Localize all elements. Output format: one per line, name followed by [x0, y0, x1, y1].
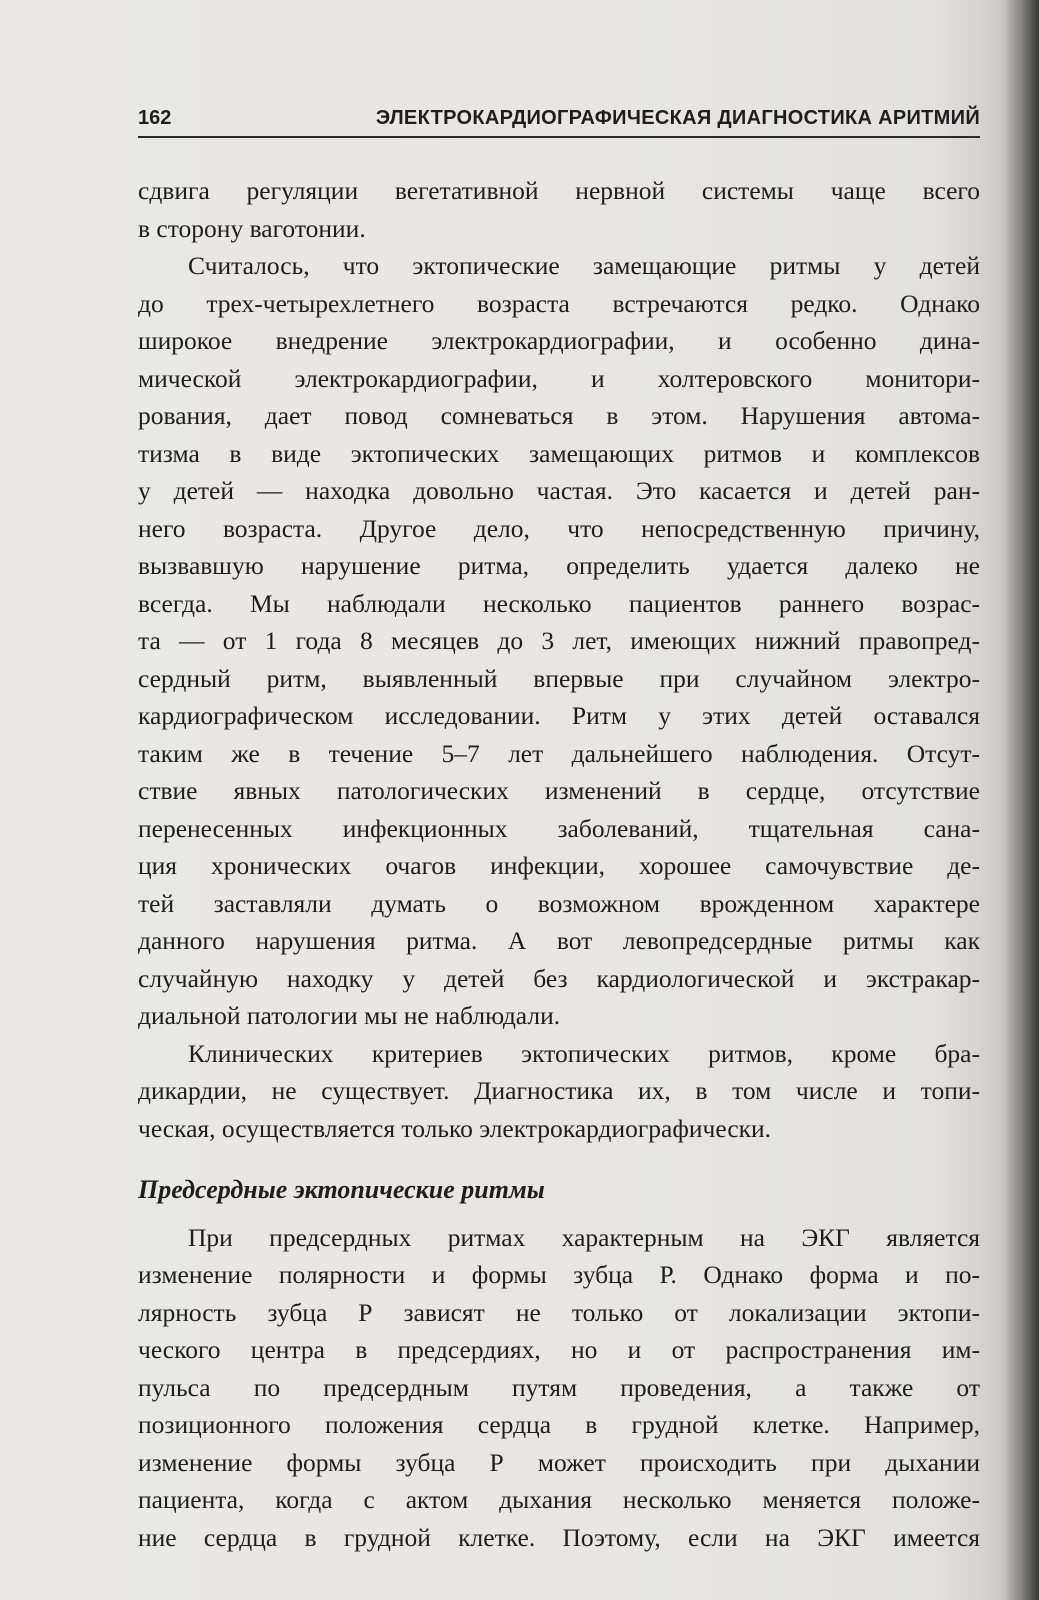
- text-line: диальной патологии мы не наблюдали.: [138, 1001, 561, 1030]
- text-line: лярность зубца Р зависят не только от локализации эктопи-: [138, 1297, 980, 1327]
- text-line: ческого центра в предсердиях, но и от распространения им-: [138, 1335, 980, 1364]
- text-line: позиционного положения сердца в грудной клетке. Например,: [138, 1410, 980, 1439]
- text-line: изменение формы зубца Р может происходить при дыхании: [138, 1447, 980, 1477]
- page-number: 162: [138, 107, 172, 129]
- paragraph: [138, 247, 980, 1035]
- text-line: данного нарушения ритма. А вот левопредсердные ритмы как: [138, 926, 980, 955]
- text-line: широкое внедрение электрокардиографии, и особенно дина-: [138, 326, 980, 355]
- text-line: сердный ритм, выявленный впервые при случайном электро-: [138, 663, 980, 693]
- binding-shadow: [1005, 0, 1039, 1600]
- text-line: изменение полярности и формы зубца Р. Однако форма и по-: [138, 1260, 980, 1289]
- paragraph: [138, 1035, 980, 1148]
- text-line: рования, дает повод сомневаться в этом. Нарушения автома-: [138, 401, 980, 430]
- running-head: [138, 100, 980, 138]
- text-line: та — от 1 года 8 месяцев до 3 лет, имеющих нижний правопред-: [138, 626, 980, 655]
- paragraph-continuation: [138, 172, 980, 247]
- text-line: тей заставляли думать о возможном врожденном характере: [138, 888, 980, 918]
- paragraph: [138, 1219, 980, 1557]
- text-line: Клинических критериев эктопических ритмов, кроме бра-: [188, 1038, 980, 1068]
- text-line: до трех-четырехлетнего возраста встречаются редко. Однако: [138, 288, 980, 318]
- text-line: ческая, осуществляется только электрокардиографически.: [138, 1113, 772, 1143]
- text-line: перенесенных инфекционных заболеваний, тщательная сана-: [138, 813, 980, 843]
- text-line: При предсердных ритмах характерным на ЭКГ является: [188, 1222, 980, 1252]
- text-line: дикардии, не существует. Диагностика их, в том числе и топи-: [138, 1076, 980, 1105]
- running-title: ЭЛЕКТРОКАРДИОГРАФИЧЕСКАЯ ДИАГНОСТИКА АРИТМИЙ: [375, 107, 980, 129]
- text-line: мической электрокардиографии, и холтеровского монитори-: [138, 363, 980, 393]
- text-line: пульса по предсердным путям проведения, а также от: [138, 1372, 980, 1402]
- text-line: кардиографическом исследовании. Ритм у этих детей оставался: [138, 701, 980, 730]
- text-line: в сторону ваготонии.: [138, 213, 366, 243]
- text-line: Считалось, что эктопические замещающие ритмы у детей: [188, 251, 980, 280]
- text-line: него возраста. Другое дело, что непосредственную причину,: [138, 513, 980, 543]
- text-line: у детей — находка довольно частая. Это касается и детей ран-: [138, 476, 980, 505]
- text-line: вызвавшую нарушение ритма, определить удается далеко не: [138, 551, 980, 580]
- text-line: сдвига регуляции вегетативной нервной системы чаще всего: [138, 176, 980, 205]
- text-line: таким же в течение 5–7 лет дальнейшего наблюдения. Отсут-: [138, 738, 980, 768]
- text-line: ция хронических очагов инфекции, хорошее самочувствие де-: [138, 851, 980, 880]
- section-gap: [138, 1147, 980, 1171]
- text-line: ствие явных патологических изменений в сердце, отсутствие: [138, 776, 980, 805]
- body-text: [138, 172, 980, 1556]
- text-line: всегда. Мы наблюдали несколько пациентов раннего возрас-: [138, 588, 980, 618]
- text-line: случайную находку у детей без кардиологической и экстракар-: [138, 963, 980, 993]
- text-line: тизма в виде эктопических замещающих ритмов и комплексов: [138, 438, 980, 468]
- section-heading: Предсердные эктопические ритмы: [138, 1175, 545, 1204]
- text-line: пациента, когда с актом дыхания несколько меняется положе-: [138, 1485, 980, 1514]
- section-gap: [138, 1209, 980, 1219]
- text-line: ние сердца в грудной клетке. Поэтому, если на ЭКГ имеется: [138, 1522, 980, 1552]
